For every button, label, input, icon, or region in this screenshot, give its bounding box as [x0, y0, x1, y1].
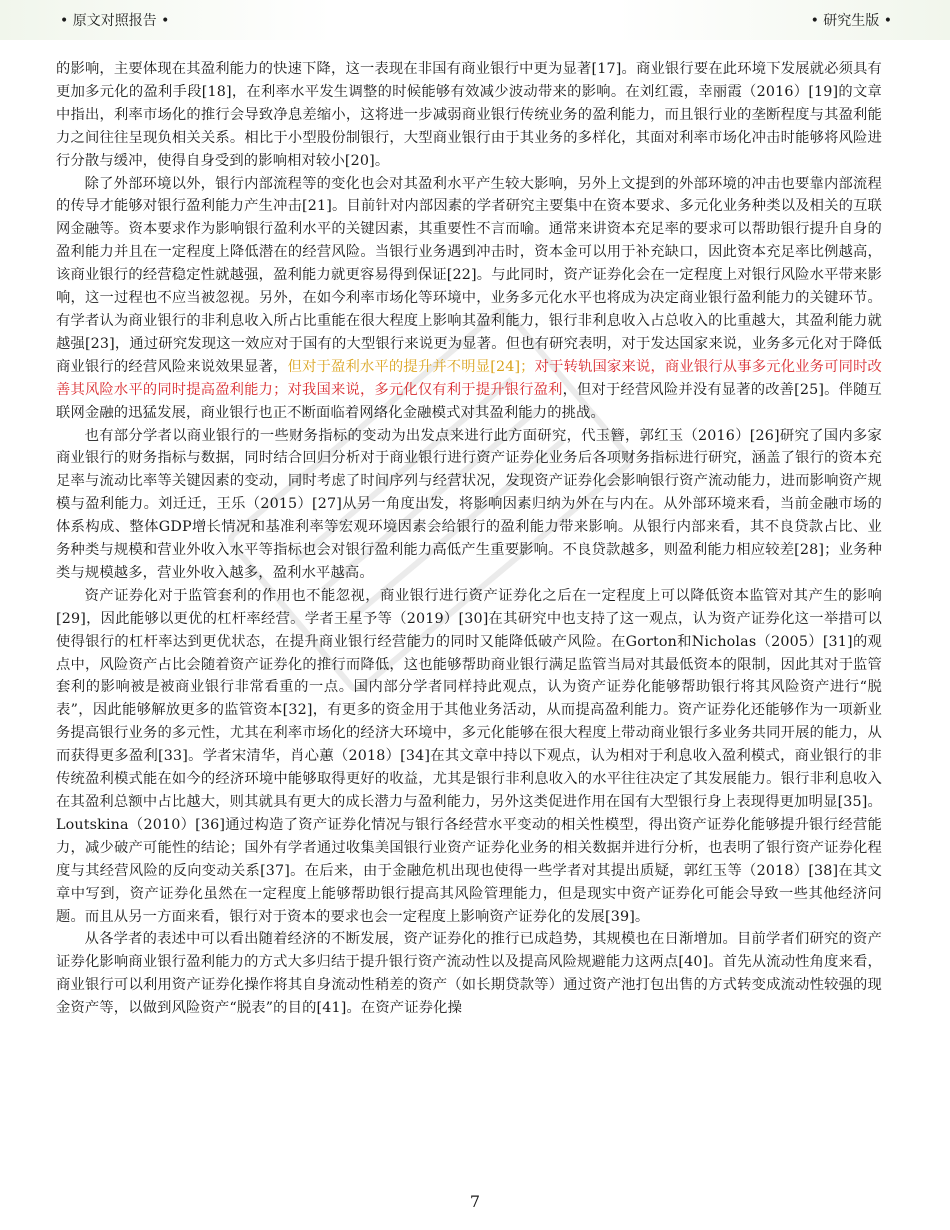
paragraph-2-text-b: ，但对于经营风险并没有显著的改善[25]。伴随互联网金融的迅猛发展，商业银行也正不断面临着网络化金融模式对其盈利能力的挑战。 — [56, 381, 882, 421]
paragraph-2-text-a: 除了外部环境以外，银行内部流程等的变化也会对其盈利水平产生较大影响，另外上文提到的外部环境的冲击也要靠内部流程的传导才能够对银行盈利能力产生冲击[21]。目前针对内部因素的学者研究主要集中在资本要求、多元化业务种类以及相关的互联网金融等。资本要求作为影响银行盈利水平的关键因素，其重要性不言而喻。通常来讲资本充足率的要求可以帮助银行提升自身的盈利能力并且在一定程度上降低潜在的经营风险。当银行业务遇到冲击时，资本金可以用于补充缺口，因此资本充足率比例越高，该商业银行的经营稳定性就越强，盈利能力就更容易得到保证[22]。与此同时，资产证券化会在一定程度上对银行风险水平带来影响，这一过程也不应当被忽视。另外，在如今利率市场化等环境中，业务多元化水平也将成为决定商业银行盈利能力的关键环节。有学者认为商业银行的非利息收入所占比重能在很大程度上影响其盈利能力，银行非利息收入占总收入的比重越大，其盈利能力就越强[23]，通过研究发现这一效应对于国有的大型银行来说更为显著。但也有研究表明，对于发达国家来说，业务多元化对于降低商业银行的经营风险来说效果显著， — [56, 175, 882, 375]
paragraph-3: 也有部分学者以商业银行的一些财务指标的变动为出发点来进行此方面研究，代玉簪，郭红玉（2016）[26]研究了国内多家商业银行的财务指标与数据，同时结合回归分析对于商业银行进行资产证券化业务后各项财务指标进行研究，涵盖了银行的资本充足率与流动比率等关键因素的变动，同时考虑了时间序列与经营状况，发现资产证券化会影响银行资产流动能力，进而影响资产规模与盈利能力。刘迁迁，王乐（2015）[27]从另一角度出发，将影响因素归纳为外在与内在。从外部环境来看，当前金融市场的体系构成、整体GDP增长情况和基准利率等宏观环境因素会给银行的盈利能力带来影响。从银行内部来看，其不良贷款占比、业务种类与规模和营业外收入水平等指标也会对银行盈利能力高低产生重要影响。不良贷款越多，则盈利能力相应较差[28]；业务种类与规模越多，营业外收入越多，盈利水平越高。 — [56, 427, 882, 581]
report-header — [0, 0, 950, 40]
paragraph-2 — [56, 173, 882, 425]
highlight-red-text: 对于转轨国家来说，商业银行从事多元化业务可同时改善其风险水平的同时提高盈利能力；对我国来说，多元化仅有利于提升银行盈利 — [56, 358, 882, 398]
header-edition: • 研究生版 • — [810, 13, 892, 29]
paragraph-1: 的影响，主要体现在其盈利能力的快速下降，这一表现在非国有商业银行中更为显著[17]。商业银行要在此环境下发展就必须具有更加多元化的盈利手段[18]，在利率水平发生调整的时候能够有效减少波动带来的影响。在刘红霞，幸丽霞（2016）[19]的文章中指出，利率市场化的推行会导致净息差缩小，这将进一步减弱商业银行传统业务的盈利能力，而且银行业的垄断程度与其盈利能力之间往往呈现负相关关系。相比于小型股份制银行，大型商业银行由于其业务的多样化，其面对利率市场化冲击时能够将风险进行分散与缓冲，使得自身受到的影响相对较小[20]。 — [56, 61, 882, 169]
document-body — [56, 58, 882, 1020]
paragraph-5: 从各学者的表述中可以看出随着经济的不断发展，资产证券化的推行已成趋势，其规模也在日渐增加。目前学者们研究的资产证券化影响商业银行盈利能力的方式大多归结于提升银行资产流动性以及提高风险规避能力这两点[40]。首先从流动性角度来看，商业银行可以利用资产证券化操作将其自身流动性稍差的资产（如长期贷款等）通过资产池打包出售的方式转变成流动性较强的现金资产等，以做到风险资产“脱表”的目的[41]。在资产证券化操 — [56, 931, 882, 1017]
paragraph-4: 资产证券化对于监管套利的作用也不能忽视，商业银行进行资产证券化之后在一定程度上可以降低资本监管对其产生的影响[29]，因此能够以更优的杠杆率经营。学者王星予等（2019）[30]在其研究中也支持了这一观点，认为资产证券化这一举措可以使得银行的杠杆率达到更优状态，在提升商业银行经营能力的同时又能降低破产风险。在Gorton和Nicholas（2005）[31]的观点中，风险资产占比会随着资产证券化的推行而降低，这也能够帮助商业银行满足监管当局对其最低资本的限制，因此其对于监管套利的影响被是被商业银行非常看重的一点。国内部分学者同样持此观点，认为资产证券化能够帮助银行将其风险资产进行“脱表”，因此能够解放更多的监管资本[32]，有更多的资金用于其他业务活动，从而提高盈利能力。资产证券化还能够作为一项新业务提高银行业务的多元性，尤其在利率市场化的经济大环境中，多元化能够在很大程度上带动商业银行多业务共同开展的能力，从而获得更多盈利[33]。学者宋清华，肖心蕙（2018）[34]在其文章中持以下观点，认为相对于利息收入盈利模式，商业银行的非传统盈利模式能在如今的经济环境中能够取得更好的收益，尤其是银行非利息收入的水平往往决定了其发展能力。银行非利息收入在其盈利总额中占比越大，则其就具有更大的成长潜力与盈利能力，另外这类促进作用在国有大型银行身上表现得更加明显[35]。Loutskina（2010）[36]通过构造了资产证券化情况与银行各经营水平变动的相关性模型，得出资产证券化能够提升银行经营能力，减少破产可能性的结论；国外有学者通过收集美国银行业资产证券化业务的相关数据并进行分析，也表明了银行资产证券化程度与其经营风险的反向变动关系[37]。在后来，由于金融危机出现也使得一些学者对其提出质疑，郭红玉等（2018）[38]在其文章中写到，资产证券化虽然在一定程度上能够帮助银行提高其风险管理能力，但是现实中资产证券化可能会导致一些其他经济问题。而且从另一方面来看，银行对于资本的要求也会一定程度上影响资产证券化的发展[39]。 — [56, 587, 882, 925]
header-report-type: • 原文对照报告 • — [60, 13, 170, 29]
highlight-yellow-text: 但对于盈利水平的提升并不明显[24]； — [287, 358, 535, 375]
page-number: 7 — [469, 1192, 481, 1211]
